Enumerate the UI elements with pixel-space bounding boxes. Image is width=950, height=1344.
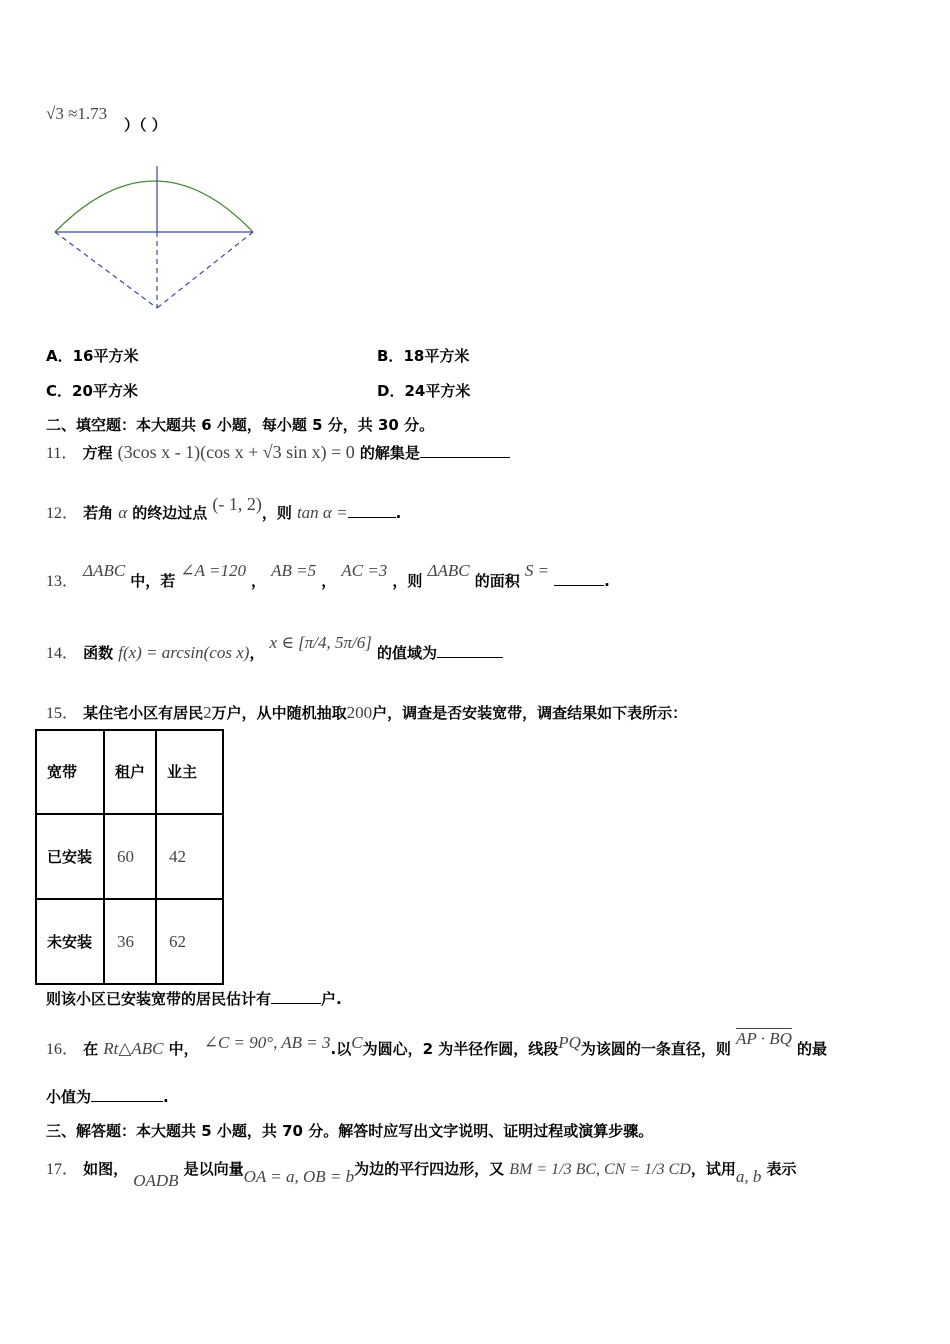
cell-not-installed-owner: 62 bbox=[156, 899, 223, 984]
q11-number: 11． bbox=[46, 445, 78, 462]
q13-area-label: 的面积 bbox=[474, 572, 520, 590]
q12-end: . bbox=[395, 504, 402, 522]
q13-angle: ∠A =120 bbox=[180, 561, 246, 580]
q13-s: S = bbox=[524, 561, 550, 580]
q17-vectors: OA = a, OB = b bbox=[243, 1167, 355, 1186]
q11-post: 的解集是 bbox=[359, 444, 420, 462]
q12-answer-blank[interactable] bbox=[348, 503, 396, 518]
q13-triangle: ΔABC bbox=[83, 561, 126, 580]
survey-table bbox=[35, 729, 224, 985]
option-d-letter: D． bbox=[377, 382, 405, 400]
option-d-value: 24 bbox=[404, 382, 426, 400]
q13-number: 13． bbox=[46, 573, 79, 590]
section-2-heading: 二、填空题：本大题共 6 小题，每小题 5 分，共 30 分。 bbox=[46, 416, 435, 434]
q15-n1: 2 bbox=[203, 703, 212, 722]
option-c-value: 20 bbox=[72, 382, 93, 400]
q16-number: 16． bbox=[46, 1041, 79, 1058]
sector-arc bbox=[55, 181, 253, 232]
q14-number: 14． bbox=[46, 645, 79, 662]
q15-conclusion-a: 则该小区已安装宽带的居民估计有 bbox=[46, 990, 272, 1008]
option-a-value: 16 bbox=[72, 347, 94, 365]
table-row bbox=[36, 899, 223, 984]
q15-conclusion-b: 户. bbox=[321, 990, 342, 1008]
question-14: 14． 函数 f(x) = arcsin(cos x)， x ∈ [π/4, 5π/6] 的值域为 bbox=[46, 640, 503, 663]
q17-mid: 是以向量 bbox=[183, 1160, 244, 1178]
q15-number: 15． bbox=[46, 705, 79, 722]
option-b-value: 18 bbox=[403, 347, 425, 365]
q16-end: . bbox=[163, 1088, 169, 1106]
q12-mid: 的终边过点 bbox=[132, 504, 208, 522]
option-d-unit: 平方米 bbox=[425, 382, 471, 400]
q17-relation: BM = 1/3 BC, CN = 1/3 CD bbox=[509, 1161, 691, 1178]
header-owner: 业主 bbox=[156, 730, 223, 814]
q14-pre: 函数 bbox=[83, 644, 114, 662]
question-16-line-2 bbox=[46, 1086, 169, 1107]
q13-end: . bbox=[604, 572, 610, 590]
q13-answer-blank[interactable] bbox=[554, 571, 604, 586]
q15-text-c: 户，调查是否安装宽带，调查结果如下表所示： bbox=[372, 704, 688, 722]
q16-mid: 为圆心，2 为半径作圆，线段 bbox=[362, 1040, 559, 1058]
q15-n2: 200 bbox=[346, 703, 373, 722]
answer-paren: ）（ ） bbox=[124, 116, 167, 134]
q12-number: 12． bbox=[46, 505, 79, 522]
row-label-installed: 已安装 bbox=[36, 814, 104, 899]
option-b-letter: B． bbox=[377, 347, 404, 365]
question-15 bbox=[46, 700, 687, 723]
cell-not-installed-tenant: 36 bbox=[104, 899, 156, 984]
q16-vector-product: AP · BQ bbox=[736, 1029, 792, 1048]
sqrt3-approx bbox=[46, 104, 107, 124]
q14-post: 的值域为 bbox=[376, 644, 437, 662]
question-13: 13． ΔABC 中，若 ∠A =120 ， AB =5 ， AC =3 ，则 ΔABC 的面积 S = . bbox=[46, 561, 610, 590]
dashed-radius-left bbox=[55, 232, 157, 308]
q12-expr: tan α = bbox=[296, 503, 348, 522]
q16-mid2: 为该圆的一条直径，则 bbox=[580, 1040, 731, 1058]
q12-alpha: α bbox=[118, 503, 128, 522]
q16-pre: 在 bbox=[83, 1040, 99, 1058]
q16-tail: 的最 bbox=[796, 1040, 827, 1058]
q17-tail: 表示 bbox=[766, 1160, 797, 1178]
option-b[interactable] bbox=[377, 345, 469, 366]
sqrt3-approx-text: √3 ≈1.73 bbox=[46, 104, 108, 123]
q13-then: ，则 bbox=[392, 572, 423, 590]
q11-answer-blank[interactable] bbox=[420, 443, 510, 458]
q17-ab: a, b bbox=[735, 1167, 762, 1186]
q11-pre: 方程 bbox=[82, 444, 113, 462]
q12-then: ，则 bbox=[261, 504, 292, 522]
q16-triangle: Rt△ABC bbox=[103, 1039, 164, 1058]
q13-zhong: 中，若 bbox=[130, 572, 176, 590]
cell-installed-owner: 42 bbox=[156, 814, 223, 899]
q17-mid2: 为边的平行四边形，又 bbox=[354, 1160, 505, 1178]
header-broadband: 宽带 bbox=[36, 730, 104, 814]
question-11 bbox=[46, 440, 510, 463]
section-3-heading: 三、解答题：本大题共 5 小题，共 70 分。解答时应写出文字说明、证明过程或演算步骤。 bbox=[46, 1122, 654, 1140]
q16-c: C bbox=[351, 1033, 363, 1052]
q17-number: 17． bbox=[46, 1161, 79, 1178]
option-a[interactable] bbox=[46, 345, 139, 366]
q14-function: f(x) = arcsin(cos x) bbox=[118, 643, 250, 662]
question-12 bbox=[46, 494, 402, 523]
q16-condition: ∠C = 90°, AB = 3 bbox=[203, 1033, 331, 1052]
option-a-letter: A． bbox=[46, 347, 73, 365]
table-header-row bbox=[36, 730, 223, 814]
dashed-radius-right bbox=[157, 232, 253, 308]
q13-ac: AC =3 bbox=[341, 561, 388, 580]
q16-zhong: 中， bbox=[168, 1040, 199, 1058]
q17-pre: 如图， bbox=[83, 1160, 129, 1178]
table-row bbox=[36, 814, 223, 899]
option-c-letter: C． bbox=[46, 382, 73, 400]
cell-installed-tenant: 60 bbox=[104, 814, 156, 899]
q15-text-b: 万户，从中随机抽取 bbox=[211, 704, 347, 722]
q13-triangle-2: ΔABC bbox=[427, 561, 470, 580]
q16-pq: PQ bbox=[558, 1033, 581, 1052]
q15-text-a: 某住宅小区有居民 bbox=[83, 704, 204, 722]
q14-domain: x ∈ [π/4, 5π/6] bbox=[269, 633, 372, 652]
q13-ab: AB =5 bbox=[271, 561, 317, 580]
option-b-unit: 平方米 bbox=[424, 347, 470, 365]
question-16 bbox=[46, 1029, 827, 1058]
q17-shape: OADB bbox=[133, 1171, 179, 1190]
q16-line2: 小值为 bbox=[46, 1088, 92, 1106]
q12-pre: 若角 bbox=[83, 504, 114, 522]
option-d[interactable] bbox=[377, 380, 470, 401]
q11-equation: (3cos x - 1)(cos x + √3 sin x) = 0 bbox=[117, 442, 355, 462]
option-c[interactable] bbox=[46, 380, 138, 401]
q16-dot: .以 bbox=[330, 1040, 352, 1058]
header-tenant: 租户 bbox=[104, 730, 156, 814]
question-17 bbox=[46, 1156, 797, 1190]
row-label-not-installed: 未安装 bbox=[36, 899, 104, 984]
option-a-unit: 平方米 bbox=[93, 347, 139, 365]
q14-answer-blank[interactable] bbox=[437, 643, 503, 658]
q17-mid3: ，试用 bbox=[690, 1160, 736, 1178]
q15-conclusion bbox=[46, 988, 342, 1009]
sector-figure bbox=[45, 160, 265, 320]
q16-answer-blank[interactable] bbox=[91, 1087, 163, 1102]
option-c-unit: 平方米 bbox=[92, 382, 138, 400]
q12-point: (- 1, 2) bbox=[212, 494, 262, 514]
q15-answer-blank[interactable] bbox=[271, 989, 321, 1004]
